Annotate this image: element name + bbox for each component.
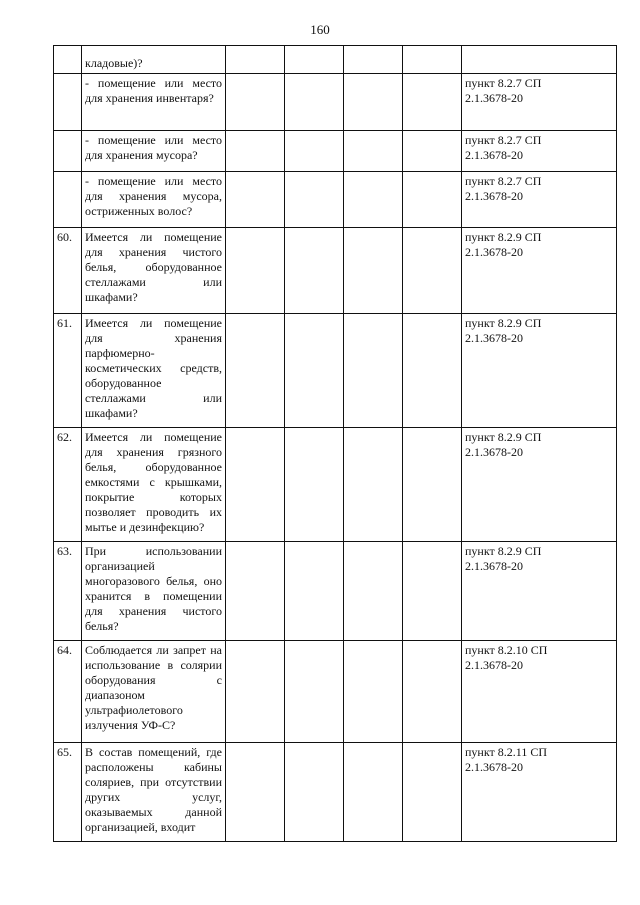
blank-cell[interactable] [226,74,285,131]
row-number [54,74,82,131]
blank-cell[interactable] [285,314,344,428]
question-cell: Имеется ли помещение для хранения парфюмерно-косметических средств, оборудованное стеллажами или шкафами? [82,314,226,428]
table-row [54,743,617,842]
question-cell: - помещение или место для хранения инвентаря? [82,74,226,131]
reference-line: пункт 8.2.11 СП [465,745,547,759]
table-row [54,172,617,228]
blank-cell[interactable] [226,428,285,542]
reference-line: пункт 8.2.9 СП [465,544,542,558]
blank-cell[interactable] [403,228,462,314]
blank-cell[interactable] [285,172,344,228]
table-row [54,314,617,428]
reference-cell [462,131,617,172]
table-row [54,542,617,641]
blank-cell[interactable] [226,542,285,641]
reference-line: 2.1.3678-20 [465,245,523,259]
reference-line: пункт 8.2.7 СП [465,76,542,90]
page-number: 160 [310,22,330,37]
question-cell: - помещение или место для хранения мусора? [82,131,226,172]
checklist-table [53,45,617,842]
blank-cell[interactable] [403,46,462,74]
blank-cell[interactable] [344,641,403,743]
blank-cell[interactable] [403,131,462,172]
blank-cell[interactable] [285,743,344,842]
question-cell: В состав помещений, где расположены кабины соляриев, при отсутствии других услуг, оказываемых данной организацией, входит [82,743,226,842]
reference-line: 2.1.3678-20 [465,91,523,105]
blank-cell[interactable] [226,743,285,842]
blank-cell[interactable] [285,641,344,743]
reference-cell [462,228,617,314]
blank-cell[interactable] [226,641,285,743]
row-number: 63. [54,542,82,641]
question-cell: При использовании организацией многоразового белья, оно хранится в помещении для хранения чистого белья? [82,542,226,641]
row-number: 62. [54,428,82,542]
blank-cell[interactable] [226,172,285,228]
blank-cell[interactable] [403,743,462,842]
reference-cell [462,542,617,641]
blank-cell[interactable] [226,314,285,428]
blank-cell[interactable] [285,46,344,74]
reference-cell [462,46,617,74]
reference-cell [462,314,617,428]
question-cell: Соблюдается ли запрет на использование в солярии оборудования с диапазоном ультрафиолетового излучения УФ-С? [82,641,226,743]
blank-cell[interactable] [403,314,462,428]
blank-cell[interactable] [344,314,403,428]
blank-cell[interactable] [344,228,403,314]
reference-line: 2.1.3678-20 [465,658,523,672]
reference-line: пункт 8.2.7 СП [465,174,542,188]
reference-cell [462,428,617,542]
blank-cell[interactable] [285,228,344,314]
blank-cell[interactable] [344,74,403,131]
table-row [54,641,617,743]
blank-cell[interactable] [226,46,285,74]
reference-line: 2.1.3678-20 [465,559,523,573]
blank-cell[interactable] [403,542,462,641]
reference-line: 2.1.3678-20 [465,760,523,774]
reference-cell [462,641,617,743]
blank-cell[interactable] [285,131,344,172]
table-row [54,74,617,131]
row-number [54,172,82,228]
blank-cell[interactable] [285,428,344,542]
blank-cell[interactable] [344,172,403,228]
blank-cell[interactable] [285,542,344,641]
table-row [54,428,617,542]
question-cell: - помещение или место для хранения мусора, остриженных волос? [82,172,226,228]
question-cell: кладовые)? [82,46,226,74]
reference-line: пункт 8.2.7 СП [465,133,542,147]
row-number: 60. [54,228,82,314]
blank-cell[interactable] [344,428,403,542]
reference-cell [462,74,617,131]
reference-line: пункт 8.2.9 СП [465,430,542,444]
question-cell: Имеется ли помещение для хранения грязного белья, оборудованное емкостями с крышками, покрытие которых позволяет проводить их мытье и дезинфекцию? [82,428,226,542]
blank-cell[interactable] [344,542,403,641]
reference-cell [462,743,617,842]
blank-cell[interactable] [403,641,462,743]
reference-cell [462,172,617,228]
table-row [54,228,617,314]
reference-line: 2.1.3678-20 [465,445,523,459]
reference-line: пункт 8.2.9 СП [465,316,542,330]
blank-cell[interactable] [226,131,285,172]
reference-line: пункт 8.2.9 СП [465,230,542,244]
blank-cell[interactable] [285,74,344,131]
reference-line: 2.1.3678-20 [465,148,523,162]
question-cell: Имеется ли помещение для хранения чистого белья, оборудованное стеллажами или шкафами? [82,228,226,314]
blank-cell[interactable] [403,172,462,228]
row-number: 61. [54,314,82,428]
row-number: 64. [54,641,82,743]
row-number [54,131,82,172]
blank-cell[interactable] [344,46,403,74]
reference-line: пункт 8.2.10 СП [465,643,548,657]
row-number: 65. [54,743,82,842]
blank-cell[interactable] [344,131,403,172]
blank-cell[interactable] [226,228,285,314]
blank-cell[interactable] [403,74,462,131]
reference-line: 2.1.3678-20 [465,331,523,345]
table-row [54,46,617,74]
blank-cell[interactable] [403,428,462,542]
blank-cell[interactable] [344,743,403,842]
table-row [54,131,617,172]
row-number [54,46,82,74]
reference-line: 2.1.3678-20 [465,189,523,203]
